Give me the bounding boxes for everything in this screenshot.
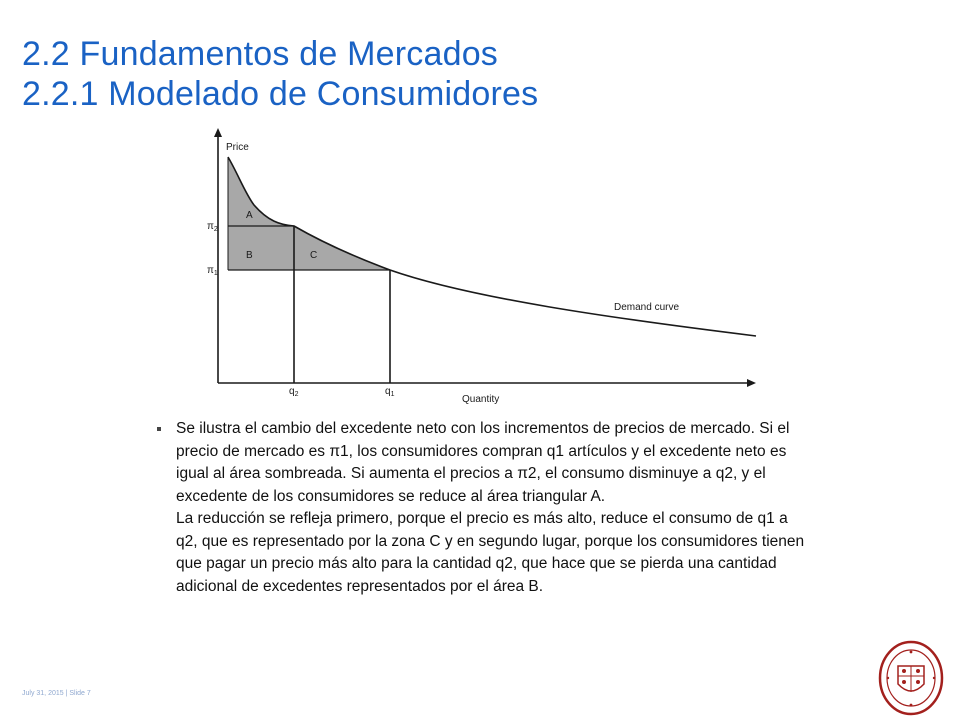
price-label-p1: $\pi_1$	[207, 265, 218, 277]
slide-title	[22, 34, 538, 114]
quantity-label-q1: $q_1$	[385, 386, 395, 398]
explanation-bullet	[155, 418, 805, 598]
consumer-surplus-diagram	[190, 128, 780, 413]
x-axis-label: Quantity	[462, 394, 500, 405]
title-line-1: 2.2 Fundamentos de Mercados	[22, 35, 499, 73]
slide-footer: July 31, 2015 | Slide 7	[22, 690, 91, 697]
title-line-2: 2.2.1 Modelado de Consumidores	[22, 75, 539, 113]
region-label-c: C	[310, 250, 318, 261]
price-label-p2: $\pi_2$	[207, 221, 218, 233]
region-label-a: A	[246, 210, 253, 221]
university-seal-icon	[878, 640, 944, 716]
y-axis-label: Price	[226, 142, 249, 153]
demand-curve-label: Demand curve	[614, 302, 680, 313]
region-label-b: B	[246, 250, 253, 261]
square-bullet-icon	[157, 427, 161, 431]
explanation-list	[155, 418, 805, 598]
explanation-paragraph-1: Se ilustra el cambio del excedente neto con los incrementos de precios de mercado. Si el precio de mercado es π1, los consumidores compran q1 artículos y el excedente neto es igual al área sombreada. Si aumenta el precios a π2, el consumo disminuye a q2, y el excedente de los consumidores se reduce al área triangular A.	[176, 420, 790, 505]
quantity-label-q2: $q_2$	[289, 386, 299, 398]
explanation-paragraph-2: La reducción se refleja primero, porque el precio es más alto, reduce el consumo de q1 a q2, que es representado por la zona C y en segundo lugar, porque los consumidores tienen que pagar un precio más alto para la cantidad q2, que hace que se pierda una cantidad adicional de excedentes representados por el área B.	[176, 510, 805, 595]
